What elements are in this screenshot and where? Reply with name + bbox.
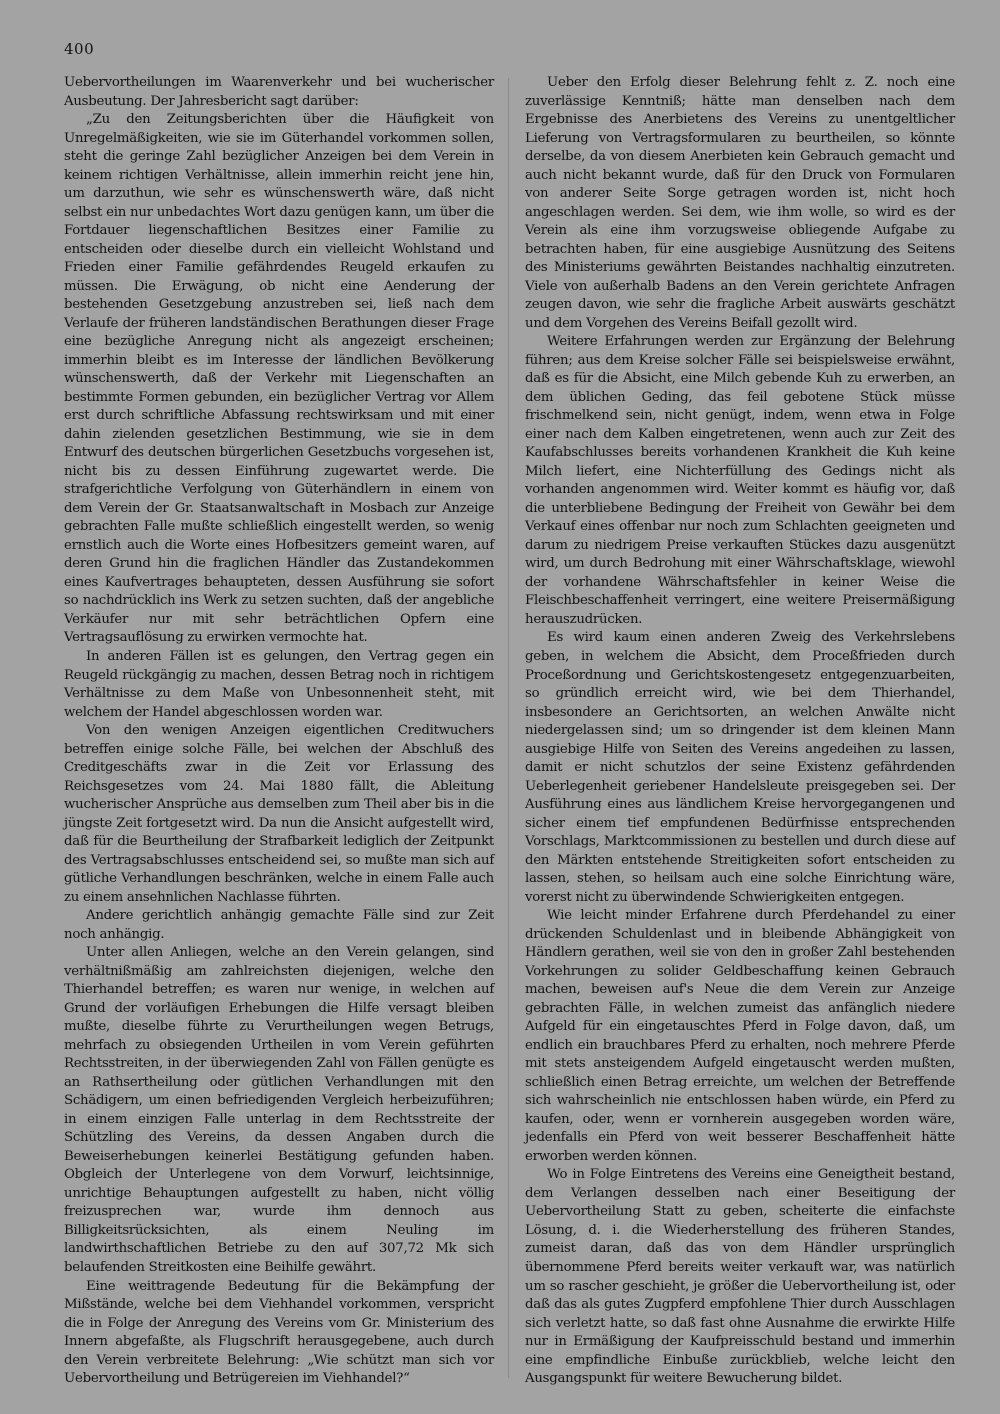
paragraph: Unter allen Anliegen, welche an den Verein gelangen, sind verhältnißmäßig am zahlreichsten diejenigen, welche den Thierhandel betreffen; es waren nur wenige, in welchen auf Grund der vorläufigen Erhebungen die Hilfe versagt bleiben mußte, dieselbe führte zu Verurtheilungen wegen Betrugs, mehrfach zu obsiegenden Urtheilen in vom Verein geführten Rechtsstreiten, in der überwiegenden Zahl von Fällen genügte es an Rathsertheilung oder gütlichen Verhandlungen mit den Schädigern, um einen befriedigenden Vergleich herbeizuführen; in einem einzigen Falle unterlag in dem Rechtsstreite der Schützling des Vereins, da dessen Angaben durch die Beweiserhebungen keinerlei Bestätigung gefunden haben. Obgleich der Unterlegene von dem Vorwurf, leichtsinnige, unrichtige Behauptungen aufgestellt zu haben, nicht völlig freizusprechen war, wurde ihm dennoch aus Billigkeitsrücksichten, als einem Neuling im landwirthschaftlichen Betriebe zu den auf 307,72 Mk sich belaufenden Streitkosten eine Beihilfe gewährt. xyxy=(64,945,494,1275)
paragraph: Von den wenigen Anzeigen eigentlichen Creditwuchers betreffen einige solche Fälle, bei welchen der Abschluß des Creditgeschäfts zwar in die Zeit vor Erlassung des Reichsgesetzes vom 24. Mai 1880 fällt, die Ableitung wucherischer Ansprüche aus demselben zum Theil aber bis in die jüngste Zeit fortgesetzt wird. Da nun die Ansicht aufgestellt wird, daß für die Beurtheilung der Strafbarkeit lediglich der Zeitpunkt des Vertragsabschlusses entscheidend sei, so mußte man sich auf gütliche Verhandlungen beschränken, welche in einem Falle auch zu einem ansehnlichen Nachlasse führten. xyxy=(64,723,494,905)
paragraph: Wo in Folge Eintretens des Vereins eine Geneigtheit bestand, dem Verlangen desselben nach einer Beseitigung der Uebervortheilung Statt zu geben, scheiterte die einfachste Lösung, d. i. die Wiederherstellung des früheren Standes, zumeist daran, daß das von dem Händler ursprünglich übernommene Pferd bereits weiter verkauft war, was natürlich um so rascher geschieht, je größer die Uebervortheilung ist, oder daß das als gutes Zugpferd empfohlene Thier durch Ausschlagen sich verletzt hatte, so daß fast ohne Ausnahme die erwirkte Hilfe nur in Ermäßigung der Kaufpreisschuld bestand und immerhin eine empfindliche Einbuße zurückblieb, welche leicht den Ausgangspunkt für weitere Bewucherung bildet. xyxy=(525,1167,955,1387)
paragraph: Andere gerichtlich anhängig gemachte Fälle sind zur Zeit noch anhängig. xyxy=(64,908,494,942)
paragraph: Es wird kaum einen anderen Zweig des Verkehrslebens geben, in welchem die Absicht, dem Proceßfrieden durch Proceßordnung und Gerichtskostengesetz entgegenzuarbeiten, so gründlich erreicht wird, wie bei dem Thierhandel, insbesondere an Gerichtsorten, an welchen Anwälte nicht niedergelassen sind; um so dringender ist dem kleinen Mann ausgiebige Hilfe von Seiten des Vereins angedeihen zu lassen, damit er nicht schutzlos der seine Existenz gefährdenden Ueberlegenheit geriebener Handelsleute preisgegeben sei. Der Ausführung eines aus ländlichem Kreise hervorgegangenen und sicher einem tief empfundenen Bedürfnisse entsprechenden Vorschlags, Marktcommissionen zu bestellen und durch diese auf den Märkten entstehende Streitigkeiten sofort entscheiden zu lassen, stehen, so heilsam auch eine solche Einrichtung wäre, vorerst nicht zu überwindende Schwierigkeiten entgegen. xyxy=(525,630,955,905)
left-column xyxy=(64,74,494,1389)
page-number: 400 xyxy=(64,40,95,58)
column-divider xyxy=(508,78,509,1378)
paragraph: Wie leicht minder Erfahrene durch Pferdehandel zu einer drückenden Schuldenlast und in bleibende Abhängigkeit von Händlern gerathen, weil sie von den in großer Zahl bestehenden Vorkehrungen zu solider Geldbeschaffung keinen Gebrauch machen, beweisen auf's Neue die dem Verein zur Anzeige gebrachten Fälle, in welchen zumeist das anfänglich niedere Aufgeld für ein eingetauschtes Pferd in Folge davon, daß, um endlich ein brauchbares Pferd zu erhalten, noch mehrere Pferde mit stets ansteigendem Aufgeld eingetauscht werden mußten, schließlich einen Betrag erreichte, um welchen der Betreffende sich wahrscheinlich nie entschlossen haben würde, ein Pferd zu kaufen, oder, wenn er vornherein ausgegeben worden wäre, jedenfalls ein Pferd von weit besserer Beschaffenheit hätte erworben werden können. xyxy=(525,908,955,1164)
paragraph: In anderen Fällen ist es gelungen, den Vertrag gegen ein Reugeld rückgängig zu machen, dessen Betrag noch in richtigem Verhältnisse zu dem Maße von Unbesonnenheit steht, mit welchem der Handel abgeschlossen worden war. xyxy=(64,648,494,720)
paragraph: Uebervortheilungen im Waarenverkehr und bei wucherischer Ausbeutung. Der Jahresbericht sagt darüber: xyxy=(64,75,494,109)
paragraph: Weitere Erfahrungen werden zur Ergänzung der Belehrung führen; aus dem Kreise solcher Fälle sei beispielsweise erwähnt, daß es für die Absicht, eine Milch gebende Kuh zu erwerben, an dem üblichen Geding, das feil gebotene Stück müsse frischmelkend sein, nicht genügt, indem, wenn etwa in Folge einer nach dem Kalben eingetretenen, wenn auch zur Zeit des Kaufabschlusses bereits vorhandenen Krankheit die Kuh keine Milch liefert, eine Nichterfüllung des Gedings nicht als vorhanden angenommen wird. Weiter kommt es häufig vor, daß die unterbliebene Bedingung der Freiheit von Gewähr bei dem Verkauf eines offenbar nur noch zum Schlachten geeigneten und darum zu niedrigem Preise verkauften Stückes dazu ausgenützt wird, um durch Bedrohung mit einer Währschaftsklage, wiewohl der vorhandene Währschaftsfehler in keiner Weise die Fleischbeschaffenheit verringert, eine weitere Preisermäßigung herauszudrücken. xyxy=(525,334,955,627)
paragraph: „Zu den Zeitungsberichten über die Häufigkeit von Unregelmäßigkeiten, wie sie im Güterhandel vorkommen sollen, steht die geringe Zahl bezüglicher Anzeigen bei dem Verein in keinem richtigen Verhältnisse, allein immerhin reicht jene hin, um darzuthun, wie sehr es wünschenswerth wäre, daß nicht selbst ein nur unbedachtes Wort dazu genügen kann, um über die Fortdauer liegenschaftlichen Besitzes einer Familie zu entscheiden oder dieselbe durch ein vielleicht Wohlstand und Frieden einer Familie gefährdendes Reugeld erkaufen zu müssen. Die Erwägung, ob nicht eine Aenderung der bestehenden Gesetzgebung anzustreben sei, ließ nach dem Verlaufe der früheren landständischen Berathungen dieser Frage eine bezügliche Anregung nicht als angezeigt erscheinen; immerhin bleibt es im Interesse der ländlichen Bevölkerung wünschenswerth, daß der Verkehr mit Liegenschaften an bestimmte Formen gebunden, ein bezüglicher Vertrag vor Allem erst durch schriftliche Abfassung rechtswirksam und mit einer dahin zielenden gesetzlichen Bestimmung, wie sie in dem Entwurf des deutschen bürgerlichen Gesetzbuchs vorgesehen ist, nicht bis zu dessen Einführung zugewartet werde. Die strafgerichtliche Verfolgung von Güterhändlern in einem von dem Verein der Gr. Staatsanwaltschaft in Mosbach zur Anzeige gebrachten Falle mußte schließlich eingestellt werden, so wenig ernstlich auch die Worte eines Hofbesitzers gemeint waren, auf deren Grund hin die fraglichen Händler das Zustandekommen eines Kaufvertrages behaupteten, dessen Ausführung sie sofort so nachdrücklich ins Werk zu setzen suchten, daß der angebliche Verkäufer nur mit sehr beträchtlichen Opfern eine Vertragsauflösung zu erwirken vermochte hat. xyxy=(64,112,494,646)
paragraph: Eine weittragende Bedeutung für die Bekämpfung der Mißstände, welche bei dem Viehhandel vorkommen, verspricht die in Folge der Anregung des Vereins vom Gr. Ministerium des Innern abgefaßte, als Flugschrift herausgegebene, auch durch den Verein verbreitete Belehrung: „Wie schützt man sich vor Uebervortheilung und Betrügereien im Viehhandel?“ xyxy=(64,1278,494,1387)
paragraph: Ueber den Erfolg dieser Belehrung fehlt z. Z. noch eine zuverlässige Kenntniß; hätte man denselben nach dem Ergebnisse des Anerbietens des Vereins zu unentgeltlicher Lieferung von Vertragsformularen zu beurtheilen, so könnte derselbe, da von diesem Anerbieten kein Gebrauch gemacht und auch nicht bekannt wurde, daß für den Druck von Formularen von anderer Seite Sorge getragen worden ist, nicht hoch angeschlagen werden. Sei dem, wie ihm wolle, so wird es der Verein als eine ihm vorzugsweise obliegende Aufgabe zu betrachten haben, für eine ausgiebige Ausnützung des Seitens des Ministeriums gewährten Beistandes nachhaltig einzutreten. Viele von außerhalb Badens an den Verein gerichtete Anfragen zeugen davon, wie sehr die fragliche Arbeit auswärts geschätzt und dem Vorgehen des Vereins Beifall gezollt wird. xyxy=(525,75,955,331)
right-column xyxy=(525,74,955,1389)
